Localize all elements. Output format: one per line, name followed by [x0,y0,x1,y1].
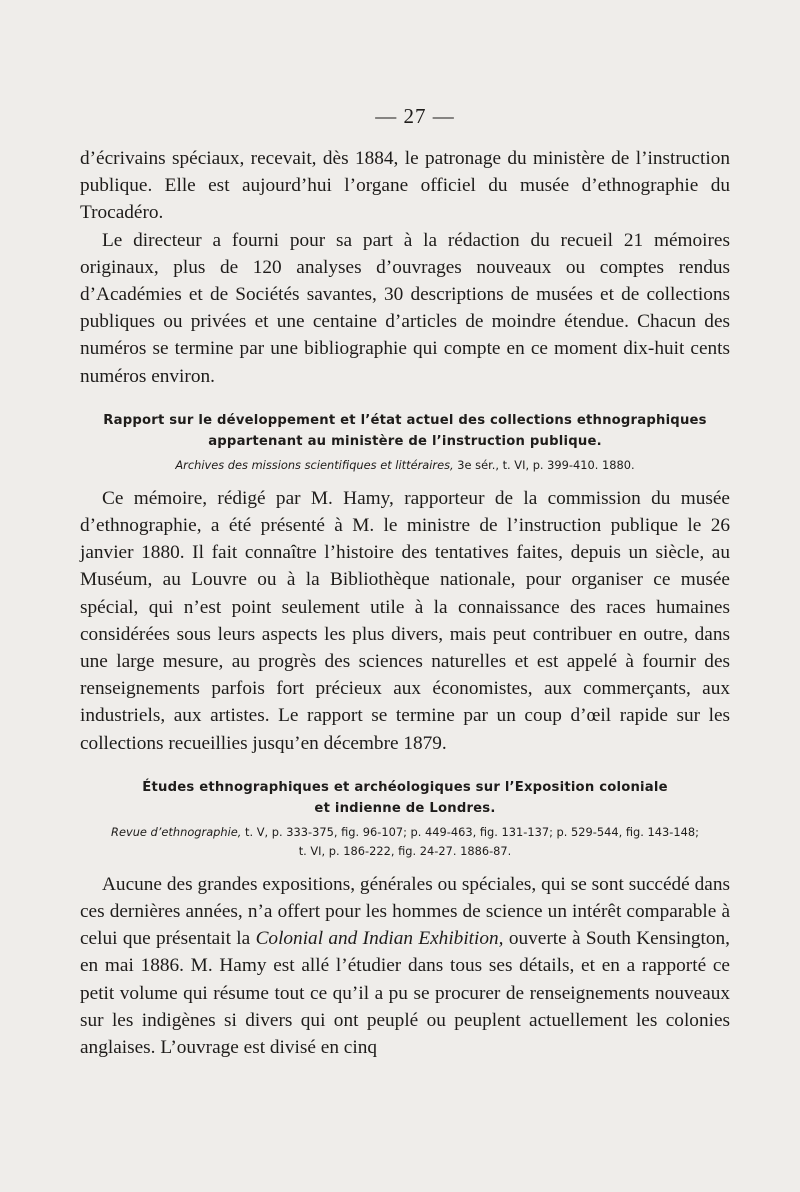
paragraph-text: ouverte à South Kensington, en mai 1886. M. Hamy est allé l’étudier dans tous ses détails, et en a rapporté ce petit volume qui résume tout ce qu’il a pu se procurer de renseignements nouveaux sur les indigènes si divers qui ont peuplé ou peuplent actuellement les colonies anglaises. L’ouvrage est divisé en cinq [80,928,730,1059]
entry-title-line: Études ethnographiques et archéologiques sur l’Exposition coloniale [142,779,668,795]
entry-title-line: appartenant au ministère de l’instruction publique. [208,433,602,449]
entry-reference-line: t. VI, p. 186-222, fig. 24-27. 1886-87. [298,843,512,858]
entry-title [80,777,730,819]
entry-reference [80,456,730,475]
paragraph-rapport-summary: Ce mémoire, rédigé par M. Hamy, rapporteur de la commission du musée d’ethnographie, a été présenté à M. le ministre de l’instruction publique le 26 janvier 1880. Il fait connaître l’histoire des tentatives faites, depuis un siècle, au Muséum, au Louvre ou à la Bibliothèque nationale, pour organiser ce musée spécial, qui n’est point seulement utile à la connaissance des races humaines considérées sous leurs aspects les plus divers, mais peut contribuer en outre, dans une large mesure, au progrès des sciences naturelles et est appelé à fournir des renseignements parfois fort précieux aux économistes, aux commerçants, aux industriels, aux artistes. Le rapport se termine par un coup d’œil rapide sur les collections recueillies jusqu’en décembre 1879. [80,487,730,754]
exhibition-title: Colonial and Indian Exhibition, [255,928,504,950]
paragraph-continuation: d’écrivains spéciaux, recevait, dès 1884, le patronage du ministère de l’instruction publique. Elle est aujourd’hui l’organe officiel du musée d’ethnographie du Trocadéro. [80,148,730,224]
entry-source: Revue d’ethnographie, [111,824,242,839]
entry-source: Archives des missions scientifiques et littéraires, [175,457,454,472]
paragraph-director-contributions: Le directeur a fourni pour sa part à la rédaction du recueil 21 mémoires originaux, plus de 120 analyses d’ouvrages nouveaux ou comptes rendus d’Académies et de Sociétés savantes, 30 descriptions de musées et de collections publiques ou privées et une centaine d’articles de moindre étendue. Chacun des numéros se termine par une bibliographie qui compte en ce moment dix-huit cents numéros environ. [80,229,730,387]
paragraph-text: Aucune des grandes expositions, générales ou spéciales, qui se sont succédé dans ces dernières années, n’a offert pour les hommes de science un intérêt comparable à celui que présentait la [80,873,730,950]
entry-title-line: Rapport sur le développement et l’état actuel des collections ethnographiques [103,412,707,428]
entry-title [80,410,730,452]
entry-reference-line [80,823,730,842]
entry-title-line: et indienne de Londres. [314,800,496,816]
entry-reference [80,823,730,861]
entry-reference-details: 3e sér., t. VI, p. 399-410. 1880. [453,457,635,472]
bibliography-entry-etudes [80,777,730,861]
bibliography-entry-rapport [80,410,730,475]
paragraph-exhibition [80,871,730,1061]
entry-reference-details: t. V, p. 333-375, fig. 96-107; p. 449-463, fig. 131-137; p. 529-544, fig. 143-148; [241,824,699,839]
page-number: — 27 — [375,104,455,128]
